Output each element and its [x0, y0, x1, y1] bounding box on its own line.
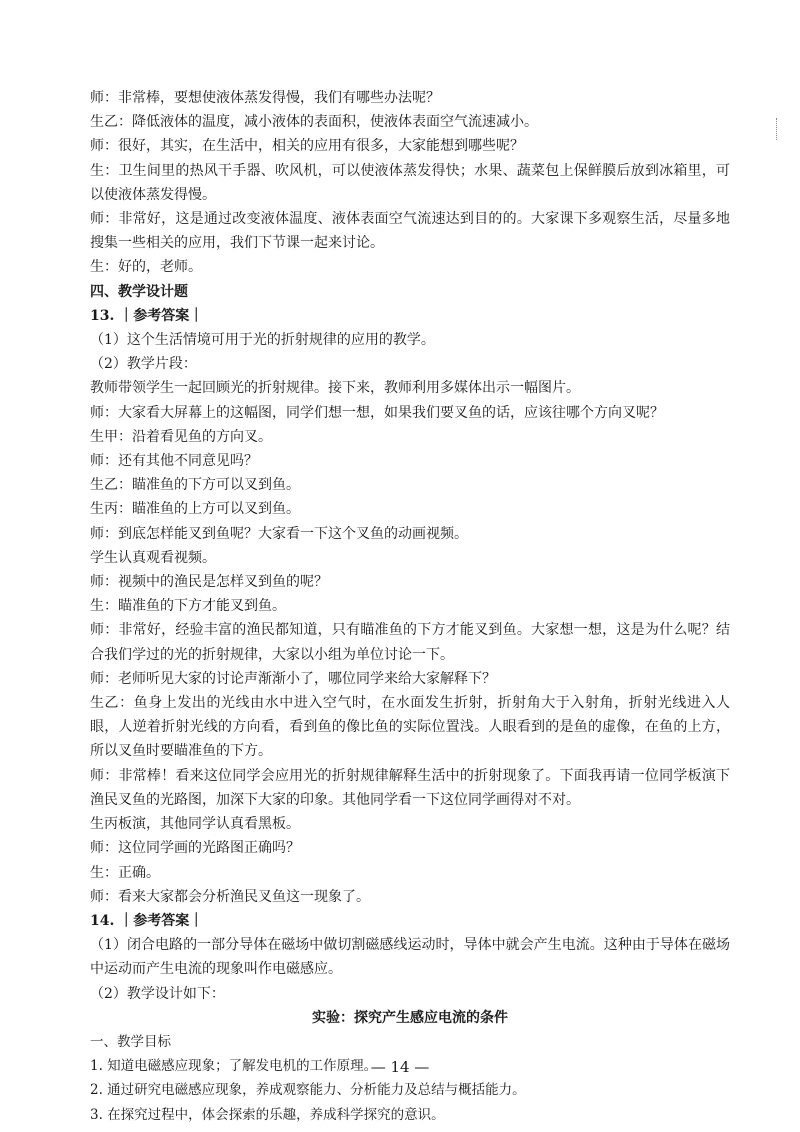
answer-line: 生丙板演，其他同学认真看黑板。: [90, 816, 300, 833]
dialogue-line: 师：很好，其实，在生活中，相关的应用有很多，大家能想到哪些呢？: [90, 138, 524, 155]
answer-line: （2）教学设计如下：: [90, 985, 225, 1002]
answer-line: 师：非常棒！看来这位同学会应用光的折射规律解释生活中的折射现象了。下面我再请一位同学板演下渔民叉鱼的光路图，加深下大家的印象。其他同学看一下这位同学画得对不对。: [90, 767, 730, 808]
answer-line: （1）这个生活情境可用于光的折射规律的应用的教学。: [90, 332, 435, 349]
answer-line: 生：正确。: [90, 864, 160, 881]
question-14-label: 14. ｜参考答案｜: [90, 912, 204, 929]
answer-line: 师：非常好，经验丰富的渔民都知道，只有瞄准鱼的下方才能叉到鱼。大家想一想，这是为什么呢？结合我们学过的光的折射规律，大家以小组为单位讨论一下。: [90, 622, 730, 663]
answer-line: 师：还有其他不同意见吗？: [90, 453, 258, 470]
answer-line: 生乙：瞄准鱼的下方可以叉到鱼。: [90, 477, 300, 494]
page-body: [90, 86, 730, 1127]
page-number: — 14 —: [370, 1058, 430, 1076]
dialogue-line: 生乙：降低液体的温度，减小液体的表面积，使液体表面空气流速减小。: [90, 114, 538, 131]
answer-line: 生：瞄准鱼的下方才能叉到鱼。: [90, 598, 286, 615]
answer-line: 师：大家看大屏幕上的这幅图，同学们想一想，如果我们要叉鱼的话，应该往哪个方向叉呢？: [90, 404, 664, 421]
answer-line: 生甲：沿着看见鱼的方向叉。: [90, 428, 272, 445]
answer-line: 生丙：瞄准鱼的上方可以叉到鱼。: [90, 501, 300, 518]
answer-line: 教师带领学生一起回顾光的折射规律。接下来，教师利用多媒体出示一幅图片。: [90, 380, 580, 397]
answer-line: 师：视频中的渔民是怎样叉到鱼的呢？: [90, 574, 328, 591]
answer-line: （2）教学片段：: [90, 356, 197, 373]
answer-line: 师：到底怎样能叉到鱼呢？大家看一下这个叉鱼的动画视频。: [90, 525, 468, 542]
answer-line: 生乙：鱼身上发出的光线由水中进入空气时，在水面发生折射，折射角大于入射角，折射光线进入人眼，人逆着折射光线的方向看，看到鱼的像比鱼的实际位置浅。人眼看到的是鱼的虚像，在鱼的上方，所以叉鱼时要瞄准鱼的下方。: [90, 695, 730, 760]
plan-item: 3. 在探究过程中，体会探索的乐趣，养成科学探究的意识。: [90, 1106, 445, 1123]
answer-line: 师：老师听见大家的讨论声渐渐小了，哪位同学来给大家解释下？: [90, 670, 496, 687]
answer-line: 学生认真观看视频。: [90, 549, 216, 566]
answer-line: （1）闭合电路的一部分导体在磁场中做切割磁感线运动时，导体中就会产生电流。这种由于导体在磁场中运动而产生电流的现象叫作电磁感应。: [90, 937, 730, 978]
dialogue-line: 师：非常棒，要想使液体蒸发得慢，我们有哪些办法呢？: [90, 90, 440, 106]
plan-heading: 一、教学目标: [90, 1033, 171, 1050]
plan-item: 1. 知道电磁感应现象；了解发电机的工作原理。: [90, 1058, 378, 1075]
dialogue-line: 师：非常好，这是通过改变液体温度、液体表面空气流速达到目的的。大家课下多观察生活，尽量多地搜集一些相关的应用，我们下节课一起来讨论。: [90, 211, 730, 252]
answer-line: 师：这位同学画的光路图正确吗？: [90, 840, 300, 857]
experiment-title: 实验：探究产生感应电流的条件: [312, 1009, 508, 1026]
margin-mark: [776, 118, 779, 140]
question-13-label: 13. ｜参考答案｜: [90, 307, 204, 324]
section-heading: 四、教学设计题: [90, 283, 188, 300]
dialogue-line: 生：卫生间里的热风干手器、吹风机，可以使液体蒸发得快；水果、蔬菜包上保鲜膜后放到冰箱里，可以使液体蒸发得慢。: [90, 162, 730, 203]
dialogue-line: 生：好的，老师。: [90, 259, 202, 276]
plan-item: 2. 通过研究电磁感应现象，养成观察能力、分析能力及总结与概括能力。: [90, 1082, 526, 1099]
answer-line: 师：看来大家都会分析渔民叉鱼这一现象了。: [90, 888, 370, 905]
